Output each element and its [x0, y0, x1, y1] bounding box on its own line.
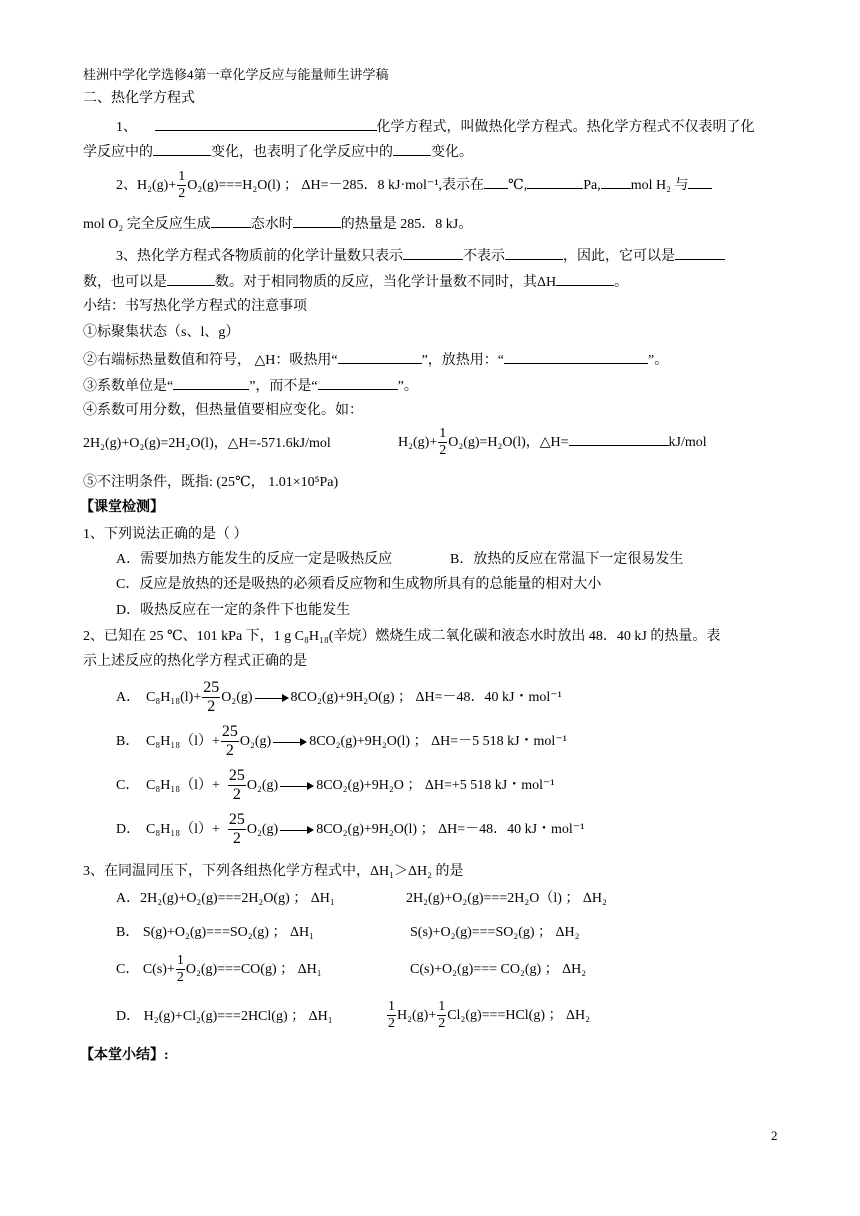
- text: 学反应中的: [83, 145, 153, 160]
- denominator: 2: [388, 1016, 395, 1032]
- fill-blank[interactable]: [504, 349, 648, 364]
- equation-example-2: [398, 422, 707, 464]
- para-1-line-2: [83, 141, 473, 163]
- text: ③系数单位是“: [83, 379, 174, 394]
- summary-item-3: [83, 375, 418, 397]
- para-1-line-1: [116, 116, 755, 138]
- q1-option-c[interactable]: C．反应是放热的还是吸热的必须看反应物和生成物所具有的总能量的相对大小: [116, 577, 602, 592]
- summary-item-1: ①标聚集状态（s、l、g）: [83, 325, 240, 340]
- question-1: 1、下列说法正确的是（ ）: [83, 527, 248, 542]
- text: ℃,: [508, 178, 528, 193]
- option-label: A．: [116, 690, 141, 705]
- text: kJ/mol: [668, 435, 707, 450]
- text: H₂(g)+: [398, 435, 438, 450]
- fill-blank[interactable]: [601, 174, 631, 189]
- text: C． C(s)+: [116, 962, 175, 977]
- summary-title: 小结：书写热化学方程式的注意事项: [83, 299, 307, 314]
- question-2-line-2: 示上述反应的热化学方程式正确的是: [83, 654, 307, 669]
- fill-blank[interactable]: [211, 213, 251, 228]
- q3-option-a-eq2: 2H₂(g)+O₂(g)===2H₂O（l) ； ΔH₂: [406, 891, 607, 906]
- text: 8CO₂(g)+9H₂O(l) ； ΔH=－48．40 kJ・mol⁻¹: [316, 822, 585, 837]
- q2-option-b[interactable]: [116, 722, 567, 762]
- text: Cl₂(g)===HCl(g) ； ΔH₂: [447, 1008, 590, 1023]
- fill-blank[interactable]: [167, 271, 215, 286]
- arrow-icon: [255, 693, 289, 703]
- fraction-half: [438, 426, 447, 459]
- fraction-25-over-2: [202, 679, 220, 716]
- text: C₈H₁₈(l)+: [146, 690, 202, 705]
- text: O₂(g)=H₂O(l)，△H=: [448, 435, 569, 450]
- text: O₂(g)===CO(g) ； ΔH₁: [185, 962, 322, 977]
- fraction-25-over-2: [221, 723, 239, 760]
- para-3-line-2: [83, 271, 628, 293]
- text: ”，放热用：“: [421, 353, 505, 368]
- numerator: 1: [439, 426, 447, 442]
- fill-blank[interactable]: [484, 174, 508, 189]
- denominator: 2: [176, 970, 184, 986]
- q3-option-c-eq2: C(s)+O₂(g)=== CO₂(g) ； ΔH₂: [410, 962, 587, 977]
- numerator: 25: [228, 767, 245, 785]
- fraction-half: [437, 999, 446, 1032]
- text: 的热量是 285．8 kJ。: [340, 217, 473, 232]
- denominator: 2: [207, 698, 216, 716]
- fraction-half: [387, 999, 396, 1032]
- page-header: 桂洲中学化学选修4第一章化学反应与能量师生讲学稿: [83, 67, 389, 82]
- text: O₂(g)===H₂O(l) ； ΔH=－285．8 kJ·mol⁻¹,表示在: [187, 178, 485, 193]
- fill-blank[interactable]: [527, 174, 583, 189]
- fill-blank[interactable]: [293, 213, 341, 228]
- text: 3、热化学方程式各物质前的化学计量数只表示: [116, 249, 403, 264]
- q2-option-d[interactable]: [116, 810, 584, 850]
- q2-option-a[interactable]: [116, 678, 562, 718]
- para-1-number: 1、: [116, 120, 137, 135]
- text: 数。对于相同物质的反应，当化学计量数不同时，其ΔH: [215, 275, 557, 290]
- text: mol O₂ 完全反应生成: [83, 217, 211, 232]
- fill-blank[interactable]: [173, 375, 249, 390]
- text: 变化。: [431, 145, 473, 160]
- q2-option-c[interactable]: [116, 766, 555, 806]
- arrow-icon: [280, 825, 314, 835]
- text: C₈H₁₈（l）+: [146, 822, 220, 837]
- q3-option-a-eq1[interactable]: A．2H₂(g)+O₂(g)===2H₂O(g) ； ΔH₁: [116, 891, 335, 906]
- numerator: 25: [203, 679, 220, 697]
- section-lesson-summary: 【本堂小结】:: [80, 1048, 169, 1063]
- text: O₂(g): [221, 690, 253, 705]
- option-label: B．: [116, 734, 140, 749]
- text: 8CO₂(g)+9H₂O(g) ； ΔH=－48．40 kJ・mol⁻¹: [290, 690, 562, 705]
- fill-blank[interactable]: [318, 375, 398, 390]
- fill-blank[interactable]: [153, 141, 211, 156]
- option-label: C．: [116, 778, 140, 793]
- summary-item-2: [83, 349, 668, 371]
- summary-item-4: ④系数可用分数，但热量值要相应变化。如：: [83, 403, 363, 418]
- denominator: 2: [438, 1016, 446, 1032]
- arrow-icon: [273, 737, 307, 747]
- para-2-line-2: [83, 213, 472, 235]
- text: 变化，也表明了化学反应中的: [211, 145, 393, 160]
- numerator: 25: [228, 811, 245, 829]
- denominator: 2: [232, 786, 241, 804]
- option-label: D．: [116, 822, 141, 837]
- q3-option-d-eq2: [386, 996, 590, 1036]
- text: O₂(g): [246, 778, 279, 793]
- question-2-line-1: 2、已知在 25 ℃、101 kPa 下，1 g C₈H₁₈(辛烷）燃烧生成二氧化碳和液态水时放出 48．40 kJ 的热量。表: [83, 629, 721, 644]
- fill-blank[interactable]: [505, 245, 563, 260]
- fill-blank[interactable]: [569, 431, 669, 446]
- numerator: 1: [388, 999, 395, 1015]
- fraction-half: [176, 953, 185, 986]
- numerator: 1: [438, 999, 446, 1015]
- denominator: 2: [178, 186, 186, 202]
- fill-blank[interactable]: [688, 174, 712, 189]
- para-2-line-1: [116, 167, 712, 205]
- q1-option-a[interactable]: A．需要加热方能发生的反应一定是吸热反应: [116, 552, 393, 567]
- text: O₂(g): [246, 822, 279, 837]
- text: C₈H₁₈（l）+: [146, 734, 220, 749]
- text: 8CO₂(g)+9H₂O(l) ； ΔH=－5 518 kJ・mol⁻¹: [309, 734, 567, 749]
- q3-option-c-eq1[interactable]: [116, 950, 322, 990]
- fraction-25-over-2: [228, 767, 246, 804]
- q3-option-b-eq1[interactable]: B． S(g)+O₂(g)===SO₂(g) ； ΔH₁: [116, 925, 314, 940]
- q3-option-b-eq2: S(s)+O₂(g)===SO₂(g) ； ΔH₂: [410, 925, 580, 940]
- fill-blank[interactable]: [393, 141, 431, 156]
- text: 不表示: [463, 249, 505, 264]
- numerator: 1: [178, 169, 186, 185]
- fill-blank[interactable]: [338, 349, 422, 364]
- text: ”，而不是“: [249, 379, 318, 394]
- text: 。: [614, 275, 629, 290]
- text: 8CO₂(g)+9H₂O ； ΔH=+5 518 kJ・mol⁻¹: [316, 778, 555, 793]
- fill-blank[interactable]: [556, 271, 614, 286]
- q1-option-d[interactable]: D．吸热反应在一定的条件下也能发生: [116, 603, 351, 618]
- fill-blank[interactable]: [155, 116, 377, 131]
- text: 数，也可以是: [83, 275, 167, 290]
- numerator: 1: [176, 953, 184, 969]
- denominator: 2: [439, 443, 447, 459]
- section-classroom-check: 【课堂检测】: [80, 500, 164, 515]
- denominator: 2: [232, 830, 241, 848]
- text: ”。: [397, 379, 418, 394]
- text: mol H₂ 与: [630, 178, 689, 193]
- text: 2、H₂(g)+: [116, 178, 177, 193]
- fraction-half: [177, 169, 186, 202]
- para-3-line-1: [116, 245, 725, 267]
- text: H₂(g)+: [397, 1008, 437, 1023]
- text: C₈H₁₈（l）+: [146, 778, 220, 793]
- equation-example-1: 2H₂(g)+O₂(g)=2H₂O(l)，△H=-571.6kJ/mol: [83, 436, 331, 451]
- fraction-25-over-2: [228, 811, 246, 848]
- numerator: 25: [221, 723, 238, 741]
- text: 态水时: [250, 217, 293, 232]
- page-number: 2: [771, 1128, 778, 1143]
- denominator: 2: [225, 742, 234, 760]
- fill-blank[interactable]: [403, 245, 463, 260]
- q1-option-b[interactable]: B．放热的反应在常温下一定很易发生: [450, 552, 684, 567]
- section-title: 二、热化学方程式: [83, 91, 195, 106]
- text: O₂(g): [239, 734, 272, 749]
- text: ，因此，它可以是: [563, 249, 675, 264]
- text: ”。: [648, 353, 669, 368]
- fill-blank[interactable]: [675, 245, 725, 260]
- arrow-icon: [280, 781, 314, 791]
- question-3: 3、在同温同压下，下列各组热化学方程式中，ΔH₁＞ΔH₂ 的是: [83, 864, 464, 879]
- text: ②右端标热量数值和符号， △H：吸热用“: [83, 353, 338, 368]
- q3-option-d-eq1[interactable]: D． H₂(g)+Cl₂(g)===2HCl(g) ； ΔH₁: [116, 1009, 333, 1024]
- para-1-text: 化学方程式，叫做热化学方程式。热化学方程式不仅表明了化: [376, 120, 755, 135]
- text: Pa,: [583, 178, 601, 193]
- summary-item-5: ⑤不注明条件，既指: (25℃， 1.01×10⁵Pa): [83, 475, 339, 490]
